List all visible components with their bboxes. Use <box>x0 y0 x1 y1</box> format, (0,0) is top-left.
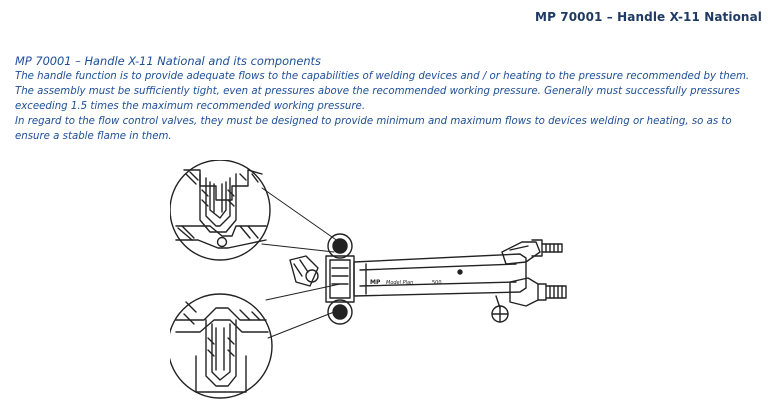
handle-illustration <box>170 160 580 404</box>
bottom-detail-circle <box>170 294 272 398</box>
handle-code-label: 500 <box>432 280 442 286</box>
handle-body <box>290 234 566 324</box>
section-heading: MP 70001 – Handle X-11 National and its components <box>15 54 321 68</box>
paragraph-flow-valves: In regard to the flow control valves, they must be designed to provide minimum and maximum flows to devices welding or heating, so as to ensure a stable flame in them. <box>15 116 732 142</box>
description-block <box>15 54 753 144</box>
top-detail-circle <box>170 160 270 260</box>
paragraph-handle-function: The handle function is to provide adequate flows to the capabilities of welding devices and / or heating to the pressure recommended by them. The assembly must be sufficiently tight, even at pressures above the recommended working pressure. Generally must successfully pressures exceeding 1.5 times the maximum recommended working pressure. <box>15 71 750 112</box>
page-title: MP 70001 – Handle X-11 National <box>535 10 762 24</box>
handle-logo-label: MP <box>370 279 381 286</box>
handle-model-label: Model Plan <box>386 280 414 286</box>
